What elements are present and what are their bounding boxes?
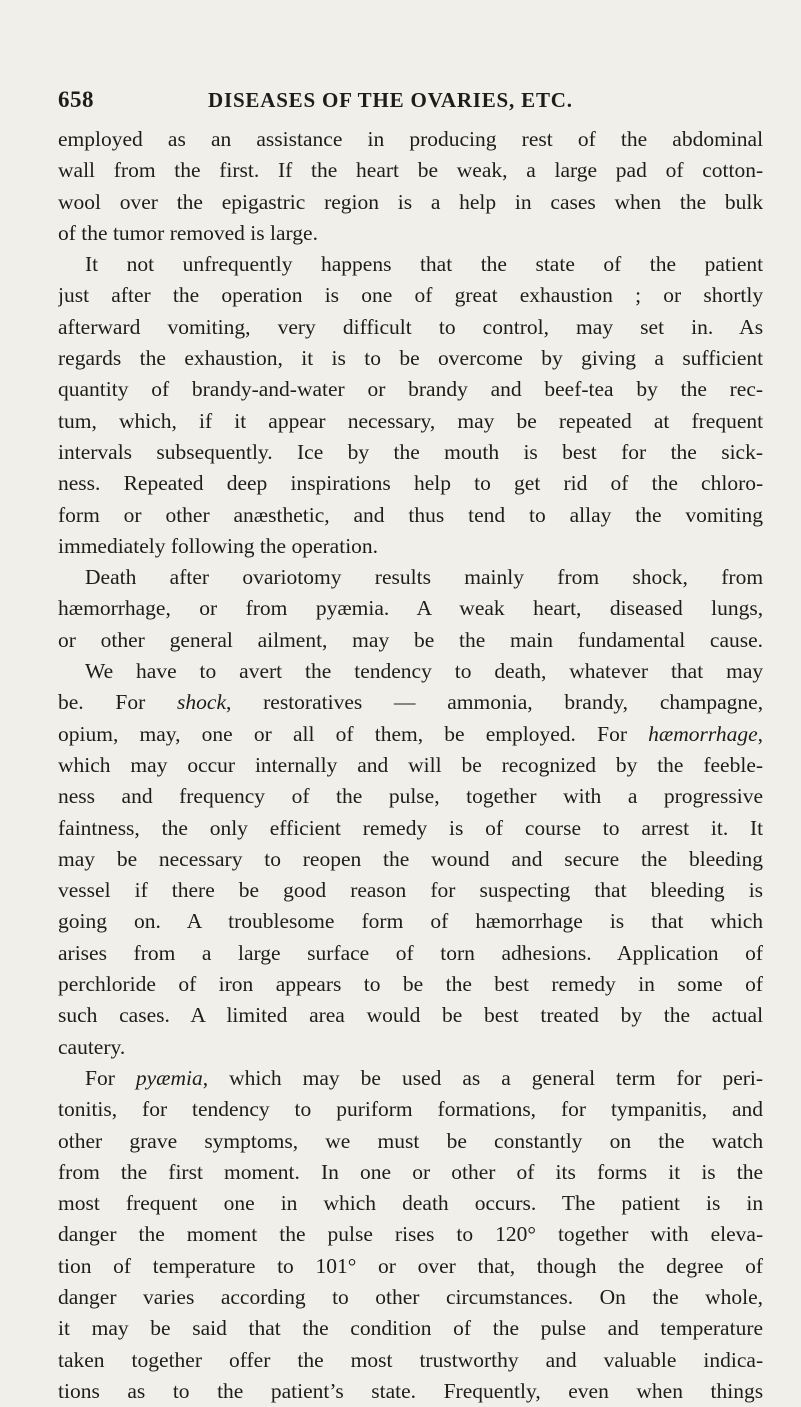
text-line: ness. Repeated deep inspirations help to get rid of the chloro-	[58, 471, 763, 496]
text-line: tions as to the patient’s state. Frequently, even when things	[58, 1378, 763, 1403]
text-line: may be necessary to reopen the wound and secure the bleeding	[58, 846, 763, 871]
italic-term: hæmorrhage	[648, 721, 758, 746]
text-line: employed as an assistance in producing rest of the abdominal	[58, 127, 763, 151]
text-line: For pyæmia, which may be used as a general term for peri-	[85, 1065, 763, 1090]
text-line: It not unfrequently happens that the state of the patient	[85, 252, 763, 277]
text-line: which may occur internally and will be recognized by the feeble-	[58, 752, 763, 777]
text-line: ness and frequency of the pulse, together with a progressive	[58, 784, 763, 809]
text-line: wool over the epigastric region is a help in cases when the bulk	[58, 189, 763, 214]
text-line: form or other anæsthetic, and thus tend to allay the vomiting	[58, 502, 763, 527]
text-line: quantity of brandy-and-water or brandy and beef-tea by the rec-	[58, 377, 763, 402]
text-line: perchloride of iron appears to be the best remedy in some of	[58, 972, 763, 997]
text-line: danger varies according to other circumstances. On the whole,	[58, 1284, 763, 1309]
text-line: cautery.	[58, 1034, 126, 1059]
text-line: of the tumor removed is large.	[58, 220, 318, 245]
text-line: tum, which, if it appear necessary, may be repeated at frequent	[58, 408, 763, 433]
text-line: arises from a large surface of torn adhesions. Application of	[58, 940, 763, 965]
text-line: intervals subsequently. Ice by the mouth is best for the sick-	[58, 439, 763, 464]
italic-term: pyæmia	[135, 1065, 203, 1090]
text-line: regards the exhaustion, it is to be overcome by giving a sufficient	[58, 346, 763, 371]
text-line: be. For shock, restoratives — ammonia, brandy, champagne,	[58, 690, 763, 715]
text-line: danger the moment the pulse rises to 120° together with eleva-	[58, 1222, 763, 1247]
text-line: going on. A troublesome form of hæmorrhage is that which	[58, 909, 763, 934]
text-line: tonitis, for tendency to puriform formations, for tympanitis, and	[58, 1097, 763, 1122]
text-line: taken together offer the most trustworthy and valuable indica-	[58, 1347, 763, 1372]
running-head: DISEASES OF THE OVARIES, ETC.	[208, 88, 573, 112]
text-line: from the first moment. In one or other of its forms it is the	[58, 1159, 763, 1184]
text-line: tion of temperature to 101° or over that, though the degree of	[58, 1253, 763, 1278]
text-line: other grave symptoms, we must be constantly on the watch	[58, 1128, 763, 1153]
text-line: afterward vomiting, very difficult to control, may set in. As	[58, 314, 763, 339]
text-line: just after the operation is one of great exhaustion ; or shortly	[58, 283, 763, 308]
text-line: Death after ovariotomy results mainly from shock, from	[85, 565, 763, 590]
text-line: such cases. A limited area would be best treated by the actual	[58, 1003, 763, 1028]
text-line: hæmorrhage, or from pyæmia. A weak heart, diseased lungs,	[58, 596, 763, 621]
body-text	[58, 124, 763, 1407]
text-line: We have to avert the tendency to death, whatever that may	[85, 659, 763, 684]
page-header	[58, 87, 763, 113]
text-line: most frequent one in which death occurs. The patient is in	[58, 1191, 763, 1216]
text-line: vessel if there be good reason for suspecting that bleeding is	[58, 878, 763, 903]
page-number: 658	[58, 87, 94, 112]
text-line: opium, may, one or all of them, be employed. For hæmorrhage,	[58, 721, 763, 746]
text-line: faintness, the only efficient remedy is of course to arrest it. It	[58, 815, 763, 840]
text-line: or other general ailment, may be the main fundamental cause.	[58, 627, 763, 652]
text-line: wall from the first. If the heart be weak, a large pad of cotton-	[58, 158, 763, 183]
italic-term: shock	[177, 690, 226, 715]
text-line: it may be said that the condition of the pulse and temperature	[58, 1316, 763, 1341]
text-line: immediately following the operation.	[58, 533, 379, 558]
